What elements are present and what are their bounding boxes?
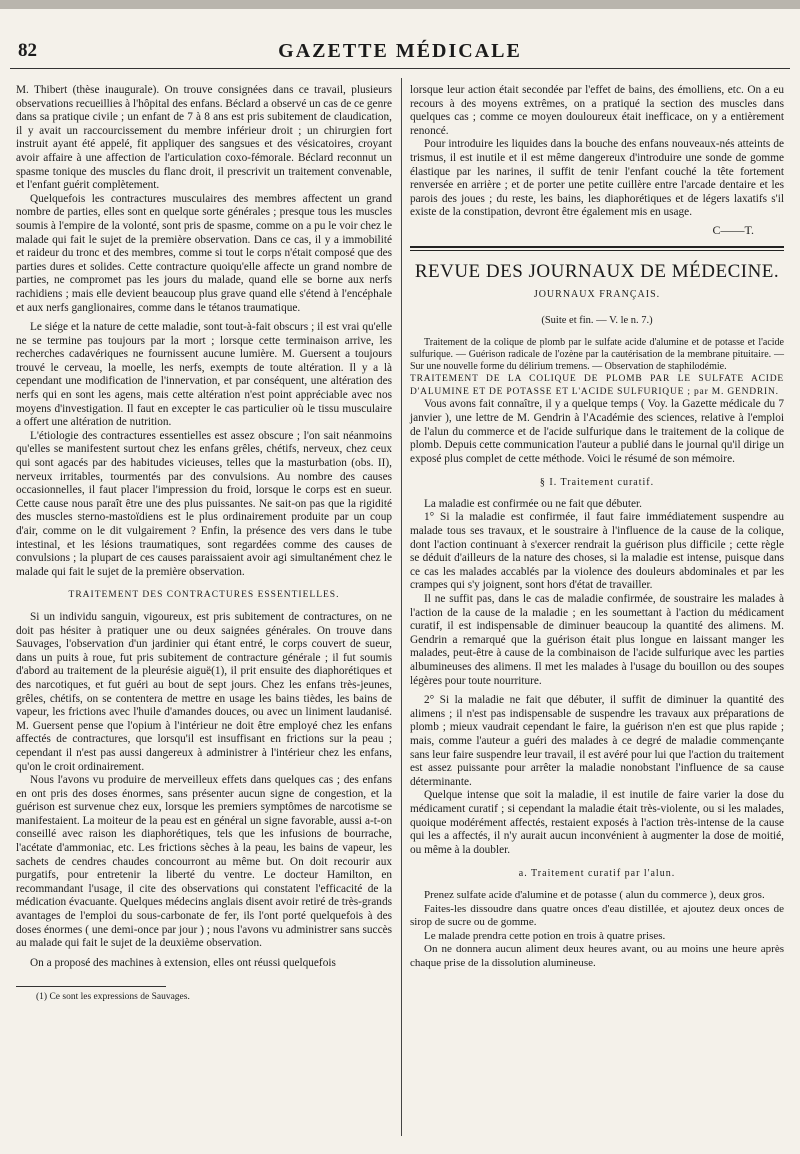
page-number: 82 xyxy=(18,40,37,61)
paragraph: 2° Si la maladie ne fait que débuter, il suffit de diminuer la quantité des alimens ; il n'est pas indispensable de suspendre les travaux aux préparations de plomb ; mieux vaudrait cependant le faire, la guérison n'en est que plus rapide ; mais, comme l'auteur a guéri des malades à ce degré de maladie commençante sans leur faire suspendre leur travail, il est avéré pour lui que l'action du traitement est assez puissante pour arrêter la maladie nonobstant l'influence de sa cause déterminante. xyxy=(410,694,784,788)
paragraph: M. Thibert (thèse inaugurale). On trouve consignées dans ce travail, plusieurs observations recueillies à l'hôpital des enfans. Béclard a observé un cas de ce genre dans sa pratique civile ; un enfant de 7 à 8 ans est pris subitement de claudication, il y avait un raccourcissement du membre inférieur droit ; un chirurgien fort instruit ayant été appelé, fit appliquer des sangsues et des vésicatoires, croyant avoir affaire à une affection de l'articulation coxo-fémorale. Béclard reconnut un spasme tonique des muscles du flanc droit, il prescrivit un traitement convenable, et l'enfant guérit complètement. xyxy=(16,84,392,192)
paragraph: L'étiologie des contractures essentielles est assez obscure ; l'on sait néanmoins qu'elles se manifestent surtout chez les enfans grêles, chétifs, nerveux, chez ceux qui sont agacés par des habitudes vicieuses, telles que la masturbation (obs. II), nerveux irritables, tourmentés par des convulsions. Au nombre des causes occasionnelles, il faut placer l'impression du froid, lorsque le corps est en sueur. Cette cause nous paraît être une des plus puissantes. Ne sait-on pas que la rigidité des muscles sterno-mastoïdiens est le plus ordinairement produite par un coup d'air, comme on le dit vulgairement ? Enfin, la présence des vers dans le tube intestinal, et les lésions traumatiques, sont regardées comme des causes de convulsions ; la plupart de ces causes paraissaient avoir agi simultanément chez le malade qui fait le sujet de la première observation. xyxy=(16,429,392,578)
paragraph: Si un individu sanguin, vigoureux, est pris subitement de contractures, on ne doit pas hésiter à pratiquer une ou deux saignées générales. On trouve dans Sauvages, l'observation d'un jardinier qui étant entré, le corps couvert de sueur, dans un puits à roue, fut pris subitement de contracture générale ; il fut soumis d'abord au traitement de la pleurésie aiguë(1), il prit ensuite des diaphorétiques et des narcotiques, et fut guéri au bout de sept jours. Chez les enfans très-jeunes, grêles, chétifs, on se contentera de mettre en usage les bains tièdes, les bains de vapeur, les frictions avec l'huile d'amandes douces, ou avec un liniment laudanisé. M. Guersent pense que l'opium à l'intérieur ne doit être employé chez les enfans affectés de contractures, que lorsqu'il est insuffisant en frictions sur la peau ; cependant il n'est pas aussi dangereux à administrer à l'intérieur chez les enfans, qu'on le croit ordinairement. xyxy=(16,610,392,773)
article-heading: TRAITEMENT DE LA COLIQUE DE PLOMB PAR LE SULFATE ACIDE D'ALUMINE ET DE POTASSE ET L'ACIDE SULFURIQUE ; par M. GENDRIN. xyxy=(410,374,784,397)
section-heading: § I. Traitement curatif. xyxy=(539,477,655,489)
paragraph: lorsque leur action était secondée par l'effet de bains, des émolliens, etc. On a eu recours à des moyens extrêmes, on a pratiqué la section des muscles dans quelques cas ; comme ce moyen douloureux était inefficace, on y a entièrement renoncé. xyxy=(410,84,784,137)
header-rule xyxy=(10,68,790,69)
continuation-note: (Suite et fin. — V. le n. 7.) xyxy=(541,314,653,326)
journal-title: GAZETTE MÉDICALE xyxy=(278,40,522,62)
right-column xyxy=(410,84,784,970)
paragraph: Pour introduire les liquides dans la bouche des enfans nouveaux-nés atteints de trismus, il est inutile et il est même dangereux d'introduire une sonde de gomme élastique par les narines, il suffit de tenir l'enfant couché la tête fortement renversée en arrière ; et de porter une petite cuillère entre l'arcade dentaire et les parois des joues ; du reste, les bains, les diaphorétiques et de légers laxatifs s'il existe de la constipation, devront être également mis en usage. xyxy=(410,138,784,219)
paragraph: Le malade prendra cette potion en trois à quatre prises. xyxy=(424,929,666,942)
footnote: (1) Ce sont les expressions de Sauvages. xyxy=(36,992,190,1003)
paragraph: Faites-les dissoudre dans quatre onces d'eau distillée, et ajoutez deux onces de sirop de sucre ou de gomme. xyxy=(410,902,784,929)
summary: Traitement de la colique de plomb par le sulfate acide d'alumine et de potasse et l'acide sulfurique. — Guérison radicale de l'ozène par la cautérisation de la membrane pituitaire. — Sur une nouvelle forme du délirium tremens. — Observation de staphilodémie. xyxy=(410,337,784,373)
section-rule-thick xyxy=(410,246,784,248)
left-column xyxy=(16,84,392,1005)
paragraph: On a proposé des machines à extension, elles ont réussi quelquefois xyxy=(30,956,336,969)
top-edge-strip xyxy=(0,0,800,9)
page-header xyxy=(10,40,790,62)
paragraph: Quelque intense que soit la maladie, il est inutile de faire varier la dose du médicament curatif ; si cependant la maladie était très-violente, ou si les malades, quoique modérément affectés, restaient exposés à l'action très-intense de la cause qui les a affectés, il n'y aurait aucun inconvénient à augmenter la dose de moitié, ou même à la doubler. xyxy=(410,789,784,856)
subsection-heading: a. Traitement curatif par l'alun. xyxy=(518,868,676,880)
paragraph: Il ne suffit pas, dans le cas de maladie confirmée, de soustraire les malades à l'action de la cause de la maladie ; en les soumettant à l'action du médicament curatif, il est indispensable de diminuer beaucoup la quantité des alimens. M. Gendrin a remarqué que la guérison était plus longue en laissant manger les malades, peut-être à cause de la combinaison de l'acide sulfurique avec les parties albumineuses des alimens. Il met les malades à l'usage du bouillon ou des soupes légères pour toute nourriture. xyxy=(410,593,784,687)
section-heading: TRAITEMENT DES CONTRACTURES ESSENTIELLES. xyxy=(68,590,340,601)
paragraph: Nous l'avons vu produire de merveilleux effets dans quelques cas ; des enfans en ont pris des doses énormes, sans présenter aucun signe de congestion, et la guérison est survenue chez eux, lorsque les premiers symptômes de narcotisme se manifestaient. La moiteur de la peau est en général un signe favorable, aussi a-t-on conseillé avec raison les diaphorétiques, tels que les infusions de bourrache, l'acétate d'ammoniac, etc. Les frictions sèches à la peau, les bains de vapeur, les sachets de cendres chaudes concourront au même but. On doit recourir aux purgatifs, pour entretenir la liberté du ventre. Le docteur Hamilton, en recommandant l'usage, il cite des observations qui constatent l'efficacité de la médication évacuante. Quelques médecins anglais disent avoir retiré de très-grands avantages de l'emploi du sous-carbonate de fer, ils l'ont porté quelquefois à des doses énormes ( une demi-once par jour ) ; nous l'avons vu administrer sans succès au malade qui fait le sujet de la deuxième observation. xyxy=(16,774,392,950)
signature: C——T. xyxy=(712,222,754,237)
paragraph: Vous avons fait connaître, il y a quelque temps ( Voy. la Gazette médicale du 7 janvier ), une lettre de M. Gendrin à l'Académie des sciences, relative à l'emploi de l'alun du commerce et de l'acide sulfurique dans le traitement de la colique de plomb. Depuis cette communication l'auteur a publié dans le journal qu'il dirige un exposé plus complet de cette méthode. Voici le résumé de son mémoire. xyxy=(410,398,784,465)
footnote-rule xyxy=(16,986,166,987)
section-rule-thin xyxy=(410,250,784,251)
paragraph: Quelquefois les contractures musculaires des membres affectent un grand nombre de parties, elles sont en quelque sorte générales ; presque tous les muscles soumis à l'empire de la volonté, sont pris de spasme, comme on a pu le voir chez le malade qui fait le sujet de la première observation. Dans ce cas, il y a immobilité et raideur du tronc et des membres, comme si tout le corps n'était composé que des parties dures et solides. Cette contracture quoiqu'elle affecte un grand nombre de parties, ne compromet pas les jours du malade, quand elle se borne aux nerfs rachidiens ; mais elle devient beaucoup plus grave quand elle s'étend à l'encéphale et aux nerfs ganglionaires, comme dans le tétanos traumatique. xyxy=(16,192,392,314)
column-divider xyxy=(401,78,402,1136)
journaux-heading: JOURNAUX FRANÇAIS. xyxy=(533,289,661,301)
paragraph: Le siége et la nature de cette maladie, sont tout-à-fait obscurs ; il est vrai qu'elle ne se termine pas toujours par la mort ; lorsque cette terminaison arrive, les recherches cadavériques ne fournissent aucune lumière. M. Guersent a toujours trouvé le cerveau, la moelle, les nerfs, exempts de toute altération. Il y a là cependant une modification de l'innervation, et par conséquent, une altération des nerfs qui en sont les agens, mais cette altération n'est point appréciable avec nos moyens d'investigation. Il faut en excepter le cas particulier où le tissu musculaire a offert une altération de nutrition. xyxy=(16,321,392,429)
paragraph: La maladie est confirmée ou ne fait que débuter. xyxy=(424,497,642,510)
paragraph: 1° Si la maladie est confirmée, il faut faire immédiatement suspendre au malade tous ses travaux, et le soustraire à l'influence de la cause de la colique, dont l'action continuant à s'exercer rendrait la guérison plus difficile ; cette règle se déduit d'ailleurs de la nature des choses, si la maladie est intense, puisque dans ce cas les malades accablés par la violence des douleurs abdominales et par les crampes qui s'y joignent, sont hors d'état de travailler. xyxy=(410,511,784,592)
paragraph: On ne donnera aucun aliment deux heures avant, ou au moins une heure après chaque prise de la dissolution alumineuse. xyxy=(410,943,784,969)
paragraph: Prenez sulfate acide d'alumine et de potasse ( alun du commerce ), deux gros. xyxy=(424,888,765,901)
revue-title: REVUE DES JOURNAUX DE MÉDECINE. xyxy=(414,260,780,282)
